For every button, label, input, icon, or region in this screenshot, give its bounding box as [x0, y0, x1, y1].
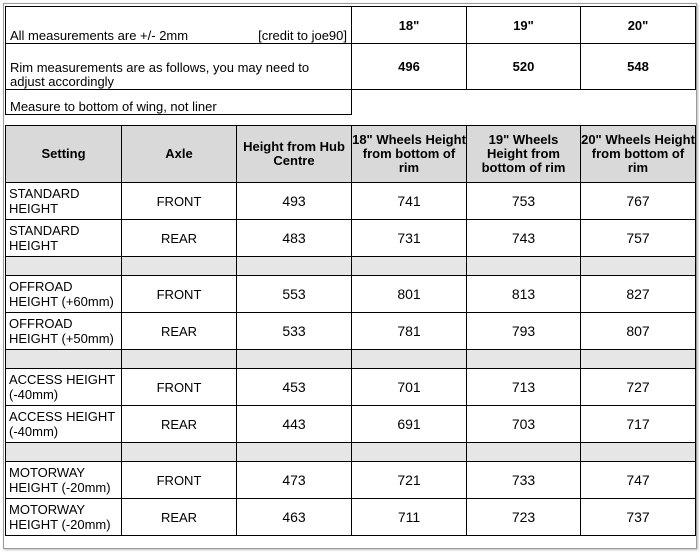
height-20-cell: 757	[581, 220, 696, 257]
table-header-row	[6, 126, 696, 183]
info-row-rim	[6, 44, 696, 90]
height-table	[5, 125, 696, 536]
axle-cell: REAR	[122, 406, 237, 443]
setting-cell: MOTORWAY HEIGHT (-20mm)	[6, 462, 122, 499]
spacer-row	[6, 443, 696, 462]
measure-note: Measure to bottom of wing, not liner	[6, 90, 352, 115]
accuracy-wrap	[10, 29, 347, 43]
header-axle: Axle	[122, 126, 237, 183]
setting-cell: OFFROAD HEIGHT (+60mm)	[6, 276, 122, 313]
table-row	[6, 220, 696, 257]
table-row	[6, 406, 696, 443]
height-19-cell: 723	[467, 499, 581, 536]
axle-cell: FRONT	[122, 183, 237, 220]
height-20-cell: 727	[581, 369, 696, 406]
height-18-cell: 721	[352, 462, 467, 499]
header-19-wheels: 19" Wheels Height from bottom of rim	[467, 126, 581, 183]
height-20-cell: 767	[581, 183, 696, 220]
height-18-cell: 691	[352, 406, 467, 443]
hub-height-cell: 443	[237, 406, 352, 443]
setting-cell: ACCESS HEIGHT (-40mm)	[6, 406, 122, 443]
setting-cell: MOTORWAY HEIGHT (-20mm)	[6, 499, 122, 536]
hub-height-cell: 463	[237, 499, 352, 536]
table-row	[6, 276, 696, 313]
axle-cell: REAR	[122, 220, 237, 257]
spacer-row	[6, 257, 696, 276]
height-18-cell: 711	[352, 499, 467, 536]
info-row-measure	[6, 90, 696, 115]
axle-cell: REAR	[122, 499, 237, 536]
rim-note: Rim measurements are as follows, you may need to adjust accordingly	[6, 44, 352, 90]
header-setting: Setting	[6, 126, 122, 183]
size-header-20: 20"	[581, 7, 696, 44]
header-18-wheels: 18" Wheels Height from bottom of rim	[352, 126, 467, 183]
table-row	[6, 462, 696, 499]
height-20-cell: 827	[581, 276, 696, 313]
size-header-18: 18"	[352, 7, 467, 44]
hub-height-cell: 553	[237, 276, 352, 313]
height-19-cell: 703	[467, 406, 581, 443]
height-20-cell: 737	[581, 499, 696, 536]
height-20-cell: 747	[581, 462, 696, 499]
table-row	[6, 369, 696, 406]
hub-height-cell: 453	[237, 369, 352, 406]
hub-height-cell: 483	[237, 220, 352, 257]
rim-value-18: 496	[352, 44, 467, 90]
height-19-cell: 793	[467, 313, 581, 350]
rim-value-20: 548	[581, 44, 696, 90]
height-18-cell: 741	[352, 183, 467, 220]
height-20-cell: 807	[581, 313, 696, 350]
setting-cell: STANDARD HEIGHT	[6, 183, 122, 220]
setting-cell: ACCESS HEIGHT (-40mm)	[6, 369, 122, 406]
height-19-cell: 733	[467, 462, 581, 499]
hub-height-cell: 493	[237, 183, 352, 220]
hub-height-cell: 533	[237, 313, 352, 350]
table-row	[6, 313, 696, 350]
height-18-cell: 701	[352, 369, 467, 406]
height-19-cell: 713	[467, 369, 581, 406]
height-19-cell: 753	[467, 183, 581, 220]
height-19-cell: 743	[467, 220, 581, 257]
accuracy-cell	[6, 7, 352, 44]
setting-cell: OFFROAD HEIGHT (+50mm)	[6, 313, 122, 350]
hub-height-cell: 473	[237, 462, 352, 499]
rim-value-19: 520	[467, 44, 581, 90]
axle-cell: FRONT	[122, 369, 237, 406]
credit-note: [credit to joe90]	[258, 28, 347, 43]
height-18-cell: 781	[352, 313, 467, 350]
table-row	[6, 499, 696, 536]
accuracy-note: All measurements are +/- 2mm	[10, 28, 189, 43]
info-row-accuracy	[6, 7, 696, 44]
info-table	[5, 6, 696, 115]
height-18-cell: 731	[352, 220, 467, 257]
header-20-wheels: 20" Wheels Height from bottom of rim	[581, 126, 696, 183]
axle-cell: FRONT	[122, 462, 237, 499]
axle-cell: FRONT	[122, 276, 237, 313]
setting-cell: STANDARD HEIGHT	[6, 220, 122, 257]
height-20-cell: 717	[581, 406, 696, 443]
header-hub-height: Height from Hub Centre	[237, 126, 352, 183]
height-19-cell: 813	[467, 276, 581, 313]
axle-cell: REAR	[122, 313, 237, 350]
size-header-19: 19"	[467, 7, 581, 44]
table-row	[6, 183, 696, 220]
height-18-cell: 801	[352, 276, 467, 313]
spacer-row	[6, 350, 696, 369]
